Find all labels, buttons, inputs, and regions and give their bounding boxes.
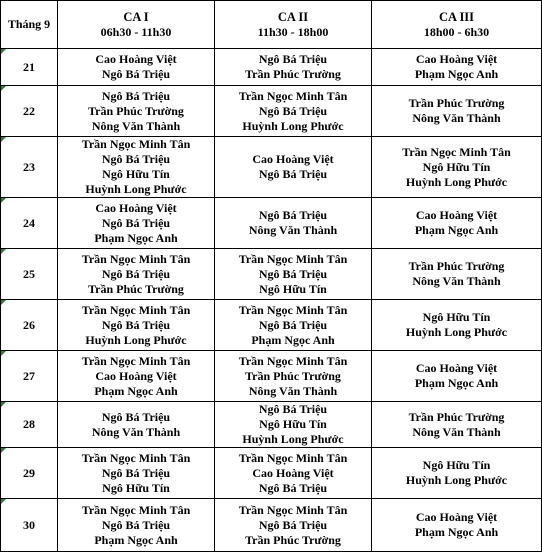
shift-2-cell — [215, 300, 372, 351]
table-row — [1, 448, 542, 499]
cell-corner-marker-icon — [1, 137, 6, 142]
shift-3-cell — [372, 137, 542, 198]
staff-name: Ngô Hữu Tín — [422, 458, 491, 472]
staff-name: Nông Văn Thành — [248, 383, 338, 398]
staff-name: Ngô Bá Triệu — [258, 52, 328, 66]
staff-name: Trần Phúc Trường — [408, 96, 505, 110]
staff-name: Ngô Bá Triệu — [101, 409, 171, 424]
staff-name: Trần Phúc Trường — [88, 103, 184, 118]
table-row — [1, 249, 542, 300]
staff-name: Ngô Hữu Tín — [422, 310, 491, 324]
staff-name: Huỳnh Long Phước — [242, 118, 344, 133]
staff-name: Cao Hoàng Việt — [415, 208, 498, 222]
day-cell — [1, 351, 58, 402]
day-cell — [1, 448, 58, 499]
day-cell — [1, 499, 58, 552]
staff-name: Phạm Ngọc Anh — [94, 532, 178, 547]
staff-name: Trần Phúc Trường — [88, 281, 184, 296]
cell-corner-marker-icon — [1, 86, 6, 91]
staff-name: Cao Hoàng Việt — [415, 510, 498, 524]
day-cell — [1, 198, 58, 249]
staff-name: Ngô Hữu Tín — [102, 480, 170, 495]
staff-name: Phạm Ngọc Anh — [94, 383, 178, 398]
shift-1-cell — [58, 249, 215, 300]
shift-1-cell — [58, 448, 215, 499]
staff-name: Trần Ngọc Minh Tân — [81, 450, 191, 465]
staff-name: Phạm Ngọc Anh — [414, 376, 499, 390]
staff-name: Cao Hoàng Việt — [252, 465, 334, 480]
shift-header-3 — [372, 1, 542, 49]
cell-corner-marker-icon — [1, 351, 6, 356]
table-row — [1, 86, 542, 137]
staff-name: Ngô Bá Triệu — [258, 402, 328, 416]
staff-name: Trần Ngọc Minh Tân — [238, 353, 348, 368]
shift-3-cell — [372, 300, 542, 351]
shift-3-name: CA III — [438, 9, 475, 24]
day-cell — [1, 86, 58, 137]
day-number: 25 — [23, 266, 35, 281]
shift-2-cell — [215, 351, 372, 402]
staff-name: Trần Phúc Trường — [408, 409, 505, 424]
table-row — [1, 300, 542, 351]
staff-name: Cao Hoàng Việt — [95, 368, 177, 383]
staff-name: Ngô Bá Triệu — [258, 103, 328, 118]
shift-1-cell — [58, 300, 215, 351]
table-row — [1, 351, 542, 402]
shift-3-cell — [372, 351, 542, 402]
shift-3-cell — [372, 198, 542, 249]
staff-name: Cao Hoàng Việt — [252, 152, 334, 166]
staff-name: Ngô Bá Triệu — [258, 517, 328, 532]
shift-1-cell — [58, 402, 215, 448]
staff-name: Huỳnh Long Phước — [405, 174, 508, 189]
staff-name: Trần Ngọc Minh Tân — [238, 502, 348, 517]
day-number: 29 — [23, 465, 35, 480]
day-number: 23 — [23, 159, 35, 174]
shift-1-name: CA I — [123, 9, 149, 24]
staff-name: Trần Ngọc Minh Tân — [81, 251, 191, 266]
staff-name: Ngô Bá Triệu — [101, 215, 171, 230]
staff-name: Trần Phúc Trường — [408, 259, 505, 273]
staff-name: Trần Ngọc Minh Tân — [81, 353, 191, 368]
shift-2-cell — [215, 198, 372, 249]
shift-3-cell — [372, 49, 542, 86]
staff-name: Nông Văn Thành — [91, 118, 181, 133]
staff-name: Ngô Bá Triệu — [258, 317, 328, 332]
shift-2-cell — [215, 137, 372, 198]
cell-corner-marker-icon — [1, 49, 6, 54]
staff-name: Ngô Bá Triệu — [258, 208, 328, 222]
shift-header-1 — [58, 1, 215, 49]
staff-name: Ngô Bá Triệu — [101, 152, 171, 166]
staff-name: Huỳnh Long Phước — [405, 325, 508, 339]
shift-2-cell — [215, 249, 372, 300]
day-number: 28 — [23, 417, 35, 431]
staff-name: Trần Phúc Trường — [245, 67, 341, 81]
shift-2-cell — [215, 402, 372, 448]
staff-name: Trần Ngọc Minh Tân — [238, 251, 348, 266]
shift-1-cell — [58, 49, 215, 86]
shift-3-time: 18h00 - 6h30 — [423, 24, 490, 39]
staff-name: Nông Văn Thành — [248, 223, 338, 237]
shift-1-cell — [58, 198, 215, 249]
staff-name: Ngô Bá Triệu — [101, 465, 171, 480]
staff-name: Nông Văn Thành — [412, 424, 501, 439]
shift-2-cell — [215, 448, 372, 499]
staff-name: Ngô Bá Triệu — [101, 517, 171, 532]
shift-1-cell — [58, 137, 215, 198]
staff-name: Cao Hoàng Việt — [95, 52, 177, 66]
day-cell — [1, 402, 58, 448]
staff-name: Ngô Bá Triệu — [258, 266, 328, 281]
staff-name: Ngô Hữu Tín — [422, 159, 491, 174]
staff-name: Phạm Ngọc Anh — [414, 525, 499, 539]
staff-name: Ngô Bá Triệu — [101, 67, 171, 81]
shift-2-cell — [215, 499, 372, 552]
table-row — [1, 402, 542, 448]
shift-2-time: 11h30 - 18h00 — [257, 24, 329, 39]
staff-name: Ngô Hữu Tín — [259, 417, 327, 431]
shift-3-cell — [372, 499, 542, 552]
staff-name: Trần Ngọc Minh Tân — [238, 450, 348, 465]
header-row — [1, 1, 542, 49]
staff-name: Trần Ngọc Minh Tân — [238, 302, 348, 317]
staff-name: Trần Phúc Trường — [245, 532, 341, 547]
staff-name: Ngô Bá Triệu — [101, 266, 171, 281]
shift-1-cell — [58, 86, 215, 137]
staff-name: Huỳnh Long Phước — [242, 432, 344, 446]
staff-name: Huỳnh Long Phước — [405, 473, 508, 487]
staff-name: Ngô Bá Triệu — [101, 317, 171, 332]
staff-name: Trần Ngọc Minh Tân — [81, 502, 191, 517]
staff-name: Phạm Ngọc Anh — [414, 67, 499, 81]
staff-name: Phạm Ngọc Anh — [414, 223, 499, 237]
staff-name: Ngô Bá Triệu — [101, 88, 171, 103]
staff-name: Nông Văn Thành — [91, 424, 181, 439]
staff-name: Nông Văn Thành — [412, 274, 501, 288]
table-row — [1, 198, 542, 249]
day-column-header — [1, 1, 58, 49]
shift-2-cell — [215, 86, 372, 137]
staff-name: Ngô Hữu Tín — [102, 167, 170, 181]
staff-name: Ngô Bá Triệu — [258, 480, 328, 495]
shift-2-cell — [215, 49, 372, 86]
staff-name: Phạm Ngọc Anh — [94, 230, 178, 245]
staff-name: Trần Ngọc Minh Tân — [81, 137, 191, 151]
shift-3-cell — [372, 86, 542, 137]
day-number: 27 — [23, 368, 35, 383]
day-column-label: Tháng 9 — [7, 17, 51, 31]
shift-2-name: CA II — [277, 9, 309, 24]
staff-name: Nông Văn Thành — [412, 111, 501, 125]
shift-3-cell — [372, 249, 542, 300]
shift-1-cell — [58, 499, 215, 552]
staff-name: Cao Hoàng Việt — [95, 200, 177, 215]
staff-name: Trần Ngọc Minh Tân — [402, 144, 511, 159]
staff-name: Ngô Bá Triệu — [258, 167, 328, 181]
day-cell — [1, 249, 58, 300]
cell-corner-marker-icon — [1, 249, 6, 254]
staff-name: Phạm Ngọc Anh — [251, 332, 335, 347]
shift-3-cell — [372, 402, 542, 448]
day-cell — [1, 49, 58, 86]
staff-name: Trần Ngọc Minh Tân — [81, 302, 191, 317]
staff-name: Huỳnh Long Phước — [85, 332, 187, 347]
day-cell — [1, 137, 58, 198]
cell-corner-marker-icon — [1, 499, 6, 504]
shift-3-cell — [372, 448, 542, 499]
table-row — [1, 137, 542, 198]
day-number: 21 — [23, 59, 35, 74]
day-cell — [1, 300, 58, 351]
cell-corner-marker-icon — [1, 402, 6, 407]
day-number: 26 — [23, 317, 35, 332]
cell-corner-marker-icon — [1, 198, 6, 203]
day-number: 22 — [23, 103, 35, 118]
staff-name: Trần Ngọc Minh Tân — [238, 88, 348, 103]
day-number: 30 — [23, 517, 35, 532]
shift-1-cell — [58, 351, 215, 402]
shift-header-2 — [215, 1, 372, 49]
day-number: 24 — [23, 215, 35, 230]
staff-name: Huỳnh Long Phước — [85, 182, 187, 196]
staff-name: Trần Phúc Trường — [245, 368, 341, 383]
table-row — [1, 49, 542, 86]
staff-name: Ngô Hữu Tín — [259, 281, 327, 296]
staff-name: Cao Hoàng Việt — [415, 361, 498, 375]
cell-corner-marker-icon — [1, 300, 6, 305]
shift-1-time: 06h30 - 11h30 — [100, 24, 172, 39]
cell-corner-marker-icon — [1, 448, 6, 453]
table-row — [1, 499, 542, 552]
staff-name: Cao Hoàng Việt — [415, 52, 498, 66]
